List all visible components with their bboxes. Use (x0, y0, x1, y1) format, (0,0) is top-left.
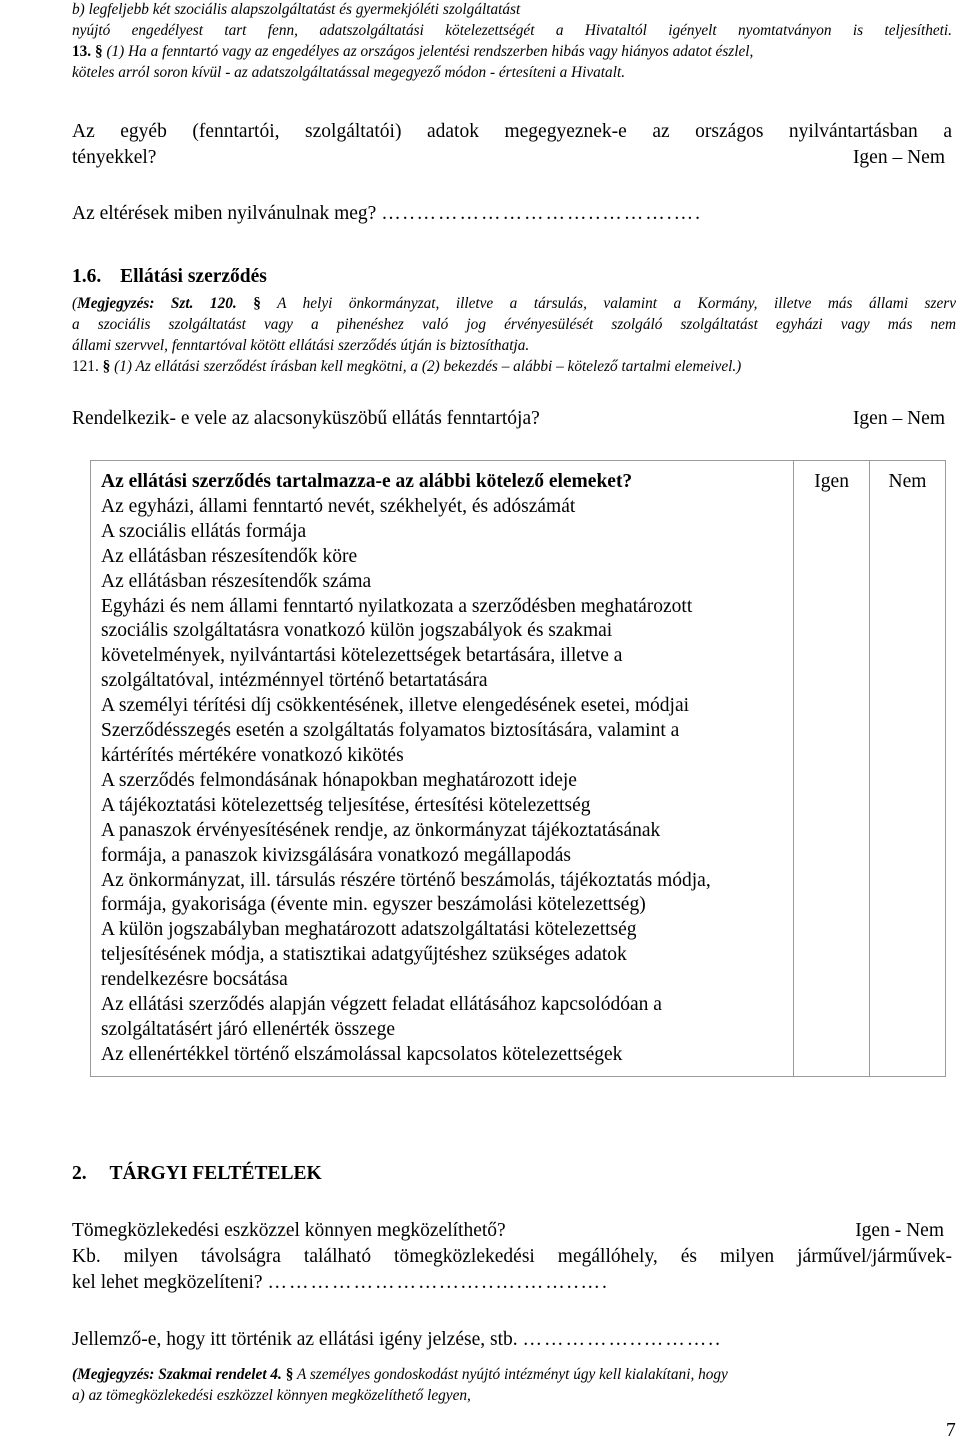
note-121-line (72, 356, 956, 377)
table-header: Az ellátási szerződés tartalmazza-e az alábbi kötelező elemeket? (101, 471, 633, 492)
question-contract-exists (72, 406, 945, 432)
answer-yes-no[interactable]: Igen – Nem (852, 408, 945, 429)
list-item: Egyházi és nem állami fenntartó nyilatkozata a szerződésben meghatározott (101, 595, 693, 617)
section-sign: § (285, 1366, 294, 1383)
answer-dotted-line[interactable]: ……………………...…..….……..…. (267, 1272, 609, 1293)
table-items-cell (91, 461, 794, 1077)
note-4-line2: a) az tömegközlekedési eszközzel könnyen megközelíthető legyen, (72, 1387, 471, 1404)
list-item: rendelkezésre bocsátása (101, 969, 288, 991)
list-item: Az ellátási szerződés alapján végzett feladat ellátásához kapcsolódóan a (101, 994, 662, 1016)
section-number: 1.6. (72, 266, 102, 287)
answer-yes-no[interactable]: Igen - Nem (855, 1220, 944, 1241)
list-item: formája, gyakorisága (évente min. egyszer beszámolási kötelezettség) (101, 894, 646, 916)
section-number: 2. (72, 1163, 87, 1184)
question-data-match (72, 119, 952, 171)
note-121-text: (1) Az ellátási szerződést írásban kell megkötni, a (2) bekezdés – alábbi – kötelező tartalmi elemeivel.) (114, 358, 742, 375)
answer-yes-no[interactable]: Igen – Nem (852, 147, 945, 168)
list-item: Az önkormányzat, ill. társulás részére történő beszámolás, tájékoztatás módja, (101, 869, 711, 891)
question-public-transport (72, 1218, 944, 1244)
list-item: szolgáltatóval, intézménnyel történő betartatására (101, 670, 488, 692)
question-differences-text: Az eltérések miben nyilvánulnak meg? (72, 203, 377, 224)
section-heading-2 (72, 1163, 322, 1185)
list-item: formája, a panaszok kivizsgálására vonatkozó megállapodás (101, 844, 571, 866)
section-sign: § (94, 43, 103, 60)
list-item: A személyi térítési díj csökkentésének, illetve elengedésének esetei, módjai (101, 695, 690, 717)
list-item: A külön jogszabályban meghatározott adatszolgáltatási kötelezettség (101, 919, 637, 941)
list-item: követelmények, nyilvántartási kötelezettségek betartására, illetve a (101, 645, 623, 667)
question-distance (72, 1244, 952, 1296)
page-number: 7 (946, 1420, 956, 1441)
list-item: A tájékoztatási kötelezettség teljesítése, értesítési kötelezettség (101, 794, 591, 816)
column-no[interactable] (870, 461, 946, 1077)
legal-line-b2: nyújtó engedélyest tart fenn, adatszolgáltatási kötelezettségét a Hivataltól igényelt nyomtatványon is teljesítheti. (72, 22, 952, 39)
question-contract-exists-text: Rendelkezik- e vele az alacsonyküszöbű ellátás fenntartója? (72, 408, 540, 429)
question-data-match-line2: tényekkel? (72, 147, 157, 168)
para-13-number: 13. (72, 43, 92, 60)
question-demand-signal-text: Jellemző-e, hogy itt történik az ellátási igény jelzése, stb. (72, 1329, 518, 1350)
list-item: szociális szolgáltatásra vonatkozó külön jogszabályok és szakmai (101, 620, 613, 642)
column-yes[interactable] (794, 461, 870, 1077)
list-item: Az ellátásban részesítendők köre (101, 545, 358, 567)
para-13-line1: (1) Ha a fenntartó vagy az engedélyes az országos jelentési rendszerben hibás vagy hiányos adatot észlel, (106, 43, 754, 60)
list-item: Az egyházi, állami fenntartó nevét, székhelyét, és adószámát (101, 495, 576, 517)
column-yes-header: Igen (814, 471, 849, 492)
section-sign: § (102, 358, 111, 375)
legal-para-13 (72, 41, 952, 62)
para-121-number: 121. (72, 358, 99, 375)
note-120-text1: A helyi önkormányzat, illetve a társulás, valamint a Kormány, illetve más állami szerv (277, 295, 956, 312)
question-demand-signal (72, 1327, 952, 1353)
answer-dotted-line[interactable]: …..……………………..……….…. (381, 203, 702, 224)
question-differences (72, 201, 952, 227)
list-item: teljesítésének módja, a statisztikai adatgyűjtéshez szükséges adatok (101, 944, 627, 966)
section-title: Ellátási szerződés (120, 266, 267, 287)
list-item: Az ellenértékkel történő elszámolással kapcsolatos kötelezettségek (101, 1043, 623, 1065)
question-distance-line2: kel lehet megközelíteni? (72, 1272, 263, 1293)
legal-text-top (72, 0, 952, 83)
para-13-line2: köteles arról soron kívül - az adatszolgáltatással megegyező módon - értesíteni a Hivatalt. (72, 64, 626, 81)
section-heading-1-6 (72, 266, 267, 288)
list-item: Az ellátásban részesítendők száma (101, 570, 372, 592)
question-data-match-line1: Az egyéb (fenntartói, szolgáltatói) adatok megegyeznek-e az országos nyilvántartásban a (72, 121, 952, 142)
legal-line-b: b) legfeljebb két szociális alapszolgáltatást és gyermekjóléti szolgáltatást (72, 1, 521, 18)
question-distance-line2-row (72, 1270, 952, 1296)
section-sign: § (253, 295, 261, 312)
list-item: kártérítés mértékére vonatkozó kikötés (101, 744, 404, 766)
contract-elements-table (90, 460, 946, 1077)
note-4-line1 (72, 1364, 952, 1385)
note-120-line3: állami szervvel, fenntartóval kötött ellátási szerződés útján is biztosíthatja. (72, 337, 530, 354)
note-szakmai-rendelet (72, 1364, 952, 1406)
note-4-text1: A személyes gondoskodást nyújtó intézményt úgy kell kialakítani, hogy (296, 1366, 728, 1383)
question-public-transport-text: Tömegközlekedési eszközzel könnyen megközelíthető? (72, 1220, 506, 1241)
note-label: Megjegyzés: Szt. 120. (77, 295, 237, 312)
list-item: A szociális ellátás formája (101, 520, 307, 542)
question-distance-line1: Kb. milyen távolságra található tömegközlekedési megállóhely, és milyen járművel/járművek- (72, 1246, 952, 1267)
section-title: TÁRGYI FELTÉTELEK (109, 1163, 322, 1184)
list-item: szolgáltatásért járó ellenérték összege (101, 1018, 395, 1040)
note-szt-120 (72, 293, 956, 377)
list-item: Szerződésszegés esetén a szolgáltatás folyamatos biztosítására, valamint a (101, 720, 680, 742)
list-item: A szerződés felmondásának hónapokban meghatározott ideje (101, 769, 577, 791)
note-120-line1 (72, 293, 956, 314)
column-no-header: Nem (888, 471, 927, 492)
note-open-paren: ( (72, 295, 78, 312)
note-label: (Megjegyzés: Szakmai rendelet 4. (72, 1366, 282, 1383)
list-item: A panaszok érvényesítésének rendje, az önkormányzat tájékoztatásának (101, 819, 661, 841)
table-row (91, 461, 946, 1077)
note-120-line2: a szociális szolgáltatást vagy a pihenéshez való jog érvényesülését szolgáló szolgáltatást egyházi vagy más nem (72, 316, 956, 333)
answer-dotted-line[interactable]: ……………..……….. (522, 1329, 723, 1350)
question-data-match-row (72, 145, 952, 171)
